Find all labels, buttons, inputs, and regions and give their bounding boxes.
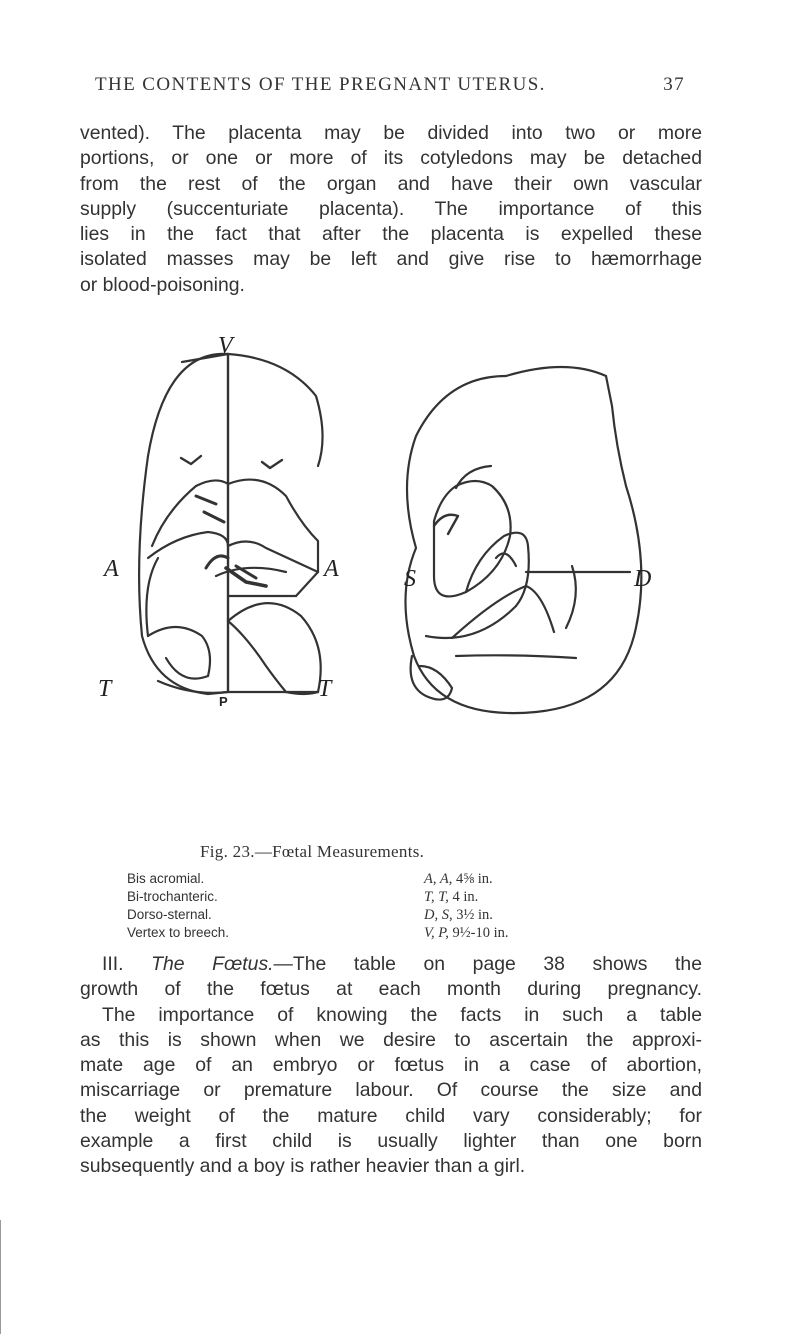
label-s: S — [404, 566, 416, 592]
text-line: from the rest of the organ and have their own vascular — [80, 172, 702, 195]
paragraph-placenta — [80, 121, 702, 298]
text-line — [80, 952, 702, 977]
measurement-name: Dorso-sternal. — [127, 907, 212, 922]
text-line: lies in the fact that after the placenta is expelled these — [80, 223, 702, 246]
measurement-names — [127, 870, 229, 942]
measurement-row — [424, 888, 508, 906]
running-head — [95, 74, 685, 96]
page-edge-line — [0, 1220, 1, 1334]
paragraph-foetus — [80, 952, 702, 1180]
text-line: portions, or one or more of its cotyledons may be detached — [80, 147, 702, 170]
measurement-value: 3½ in. — [456, 907, 493, 923]
measurement-row — [424, 924, 508, 942]
label-a-left: A — [104, 556, 119, 582]
label-d: D — [634, 566, 652, 592]
text-line-rest: —The table on page 38 shows the — [273, 953, 702, 975]
label-v: V — [218, 336, 233, 359]
text-line: the weight of the mature child vary considerably; for — [80, 1104, 702, 1127]
text-line: growth of the fœtus at each month during pregnancy. — [80, 978, 702, 1001]
measurement-name: Bi-trochanteric. — [127, 889, 218, 904]
measurement-name: Bis acromial. — [127, 871, 205, 886]
foetal-measurements-figure — [96, 336, 656, 836]
running-head-title: THE CONTENTS OF THE PREGNANT UTERUS. — [95, 74, 546, 95]
measurement-name: Vertex to breech. — [127, 925, 230, 940]
text-line: supply (succenturiate placenta). The importance of this — [80, 197, 702, 220]
section-number: III. — [102, 953, 124, 975]
measurement-values — [424, 870, 508, 942]
measurement-points: A, A, — [424, 871, 453, 887]
text-line: isolated masses may be left and give rise to hæmorrhage — [80, 248, 702, 271]
text-line: miscarriage or premature labour. Of course the size and — [80, 1079, 702, 1102]
label-p: P — [219, 694, 228, 709]
measurement-row — [424, 870, 508, 888]
measurement-value: 4 in. — [452, 889, 479, 905]
label-t-right: T — [318, 676, 332, 702]
text-line: or blood-poisoning. — [80, 273, 245, 296]
measurement-points: V, P, — [424, 925, 449, 941]
measurement-row — [424, 906, 508, 924]
text-line: subsequently and a boy is rather heavier than a girl. — [80, 1155, 526, 1178]
measurement-points: D, S, — [424, 907, 453, 923]
text-line: vented). The placenta may be divided into two or more — [80, 122, 702, 144]
text-line: example a first child is usually lighter than one born — [80, 1130, 702, 1153]
measurement-value: 4⅝ in. — [455, 871, 493, 887]
foetal-diagram — [96, 336, 656, 836]
section-title: The Fœtus. — [151, 953, 274, 975]
text-line: The importance of knowing the facts in such a table — [102, 1003, 702, 1026]
label-a-right: A — [324, 556, 339, 582]
text-line: mate age of an embryo or fœtus in a case of abortion, — [80, 1054, 702, 1077]
page-number: 37 — [663, 74, 685, 95]
measurement-value: 9½-10 in. — [452, 925, 509, 941]
figure-caption: Fig. 23.—Fœtal Measurements. — [200, 842, 425, 861]
measurement-points: T, T, — [424, 889, 449, 905]
text-line: as this is shown when we desire to ascertain the approxi- — [80, 1028, 702, 1051]
label-t-left: T — [98, 676, 112, 702]
